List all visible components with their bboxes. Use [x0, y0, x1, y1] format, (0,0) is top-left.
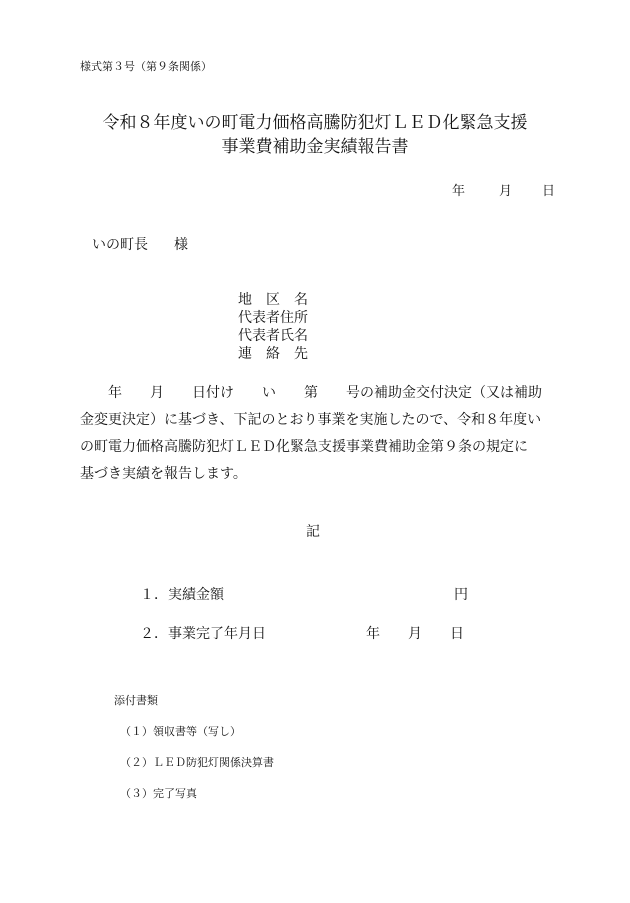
- field-representative-name: 代表者氏名: [238, 328, 308, 344]
- item-actual-amount-unit: 円: [454, 587, 468, 603]
- date-year: 年: [452, 184, 466, 199]
- addressee: [92, 234, 188, 254]
- body-line: 基づき実績を報告します。: [80, 466, 247, 482]
- field-contact: 連 絡 先: [238, 346, 308, 362]
- document-title-line2: 事業費補助金実績報告書: [221, 137, 409, 157]
- ki-heading: 記: [306, 524, 320, 540]
- addressee-honorific: 様: [174, 237, 188, 253]
- item-completion-date-value: 年 月 日: [366, 626, 464, 642]
- date-day: 日: [542, 184, 556, 199]
- item-actual-amount-label: １．実績金額: [140, 587, 224, 603]
- item-completion-date-label: ２．事業完了年月日: [140, 626, 266, 642]
- addressee-name: いの町長: [92, 237, 148, 253]
- attachments-heading: 添付書類: [114, 694, 158, 707]
- body-line: の町電力価格高騰防犯灯ＬＥＤ化緊急支援事業費補助金第９条の規定に: [80, 439, 528, 455]
- body-line: 年 月 日付け い 第 号の補助金交付決定（又は補助: [80, 385, 542, 401]
- report-date: [452, 180, 555, 199]
- body-paragraph: [80, 380, 550, 488]
- body-line: 金変更決定）に基づき、下記のとおり事業を実施したので、令和８年度い: [80, 412, 542, 428]
- attachment-item: （１）領収書等（写し）: [120, 725, 241, 738]
- attachment-item: （３）完了写真: [120, 787, 197, 800]
- field-representative-address: 代表者住所: [238, 310, 308, 326]
- field-district-name: 地 区 名: [238, 292, 308, 308]
- date-month: 月: [499, 184, 513, 199]
- document-title-line1: 令和８年度いの町電力価格高騰防犯灯ＬＥＤ化緊急支援: [102, 113, 528, 133]
- form-number: 様式第３号（第９条関係）: [80, 60, 212, 73]
- attachment-item: （２）ＬＥＤ防犯灯関係決算書: [120, 756, 274, 769]
